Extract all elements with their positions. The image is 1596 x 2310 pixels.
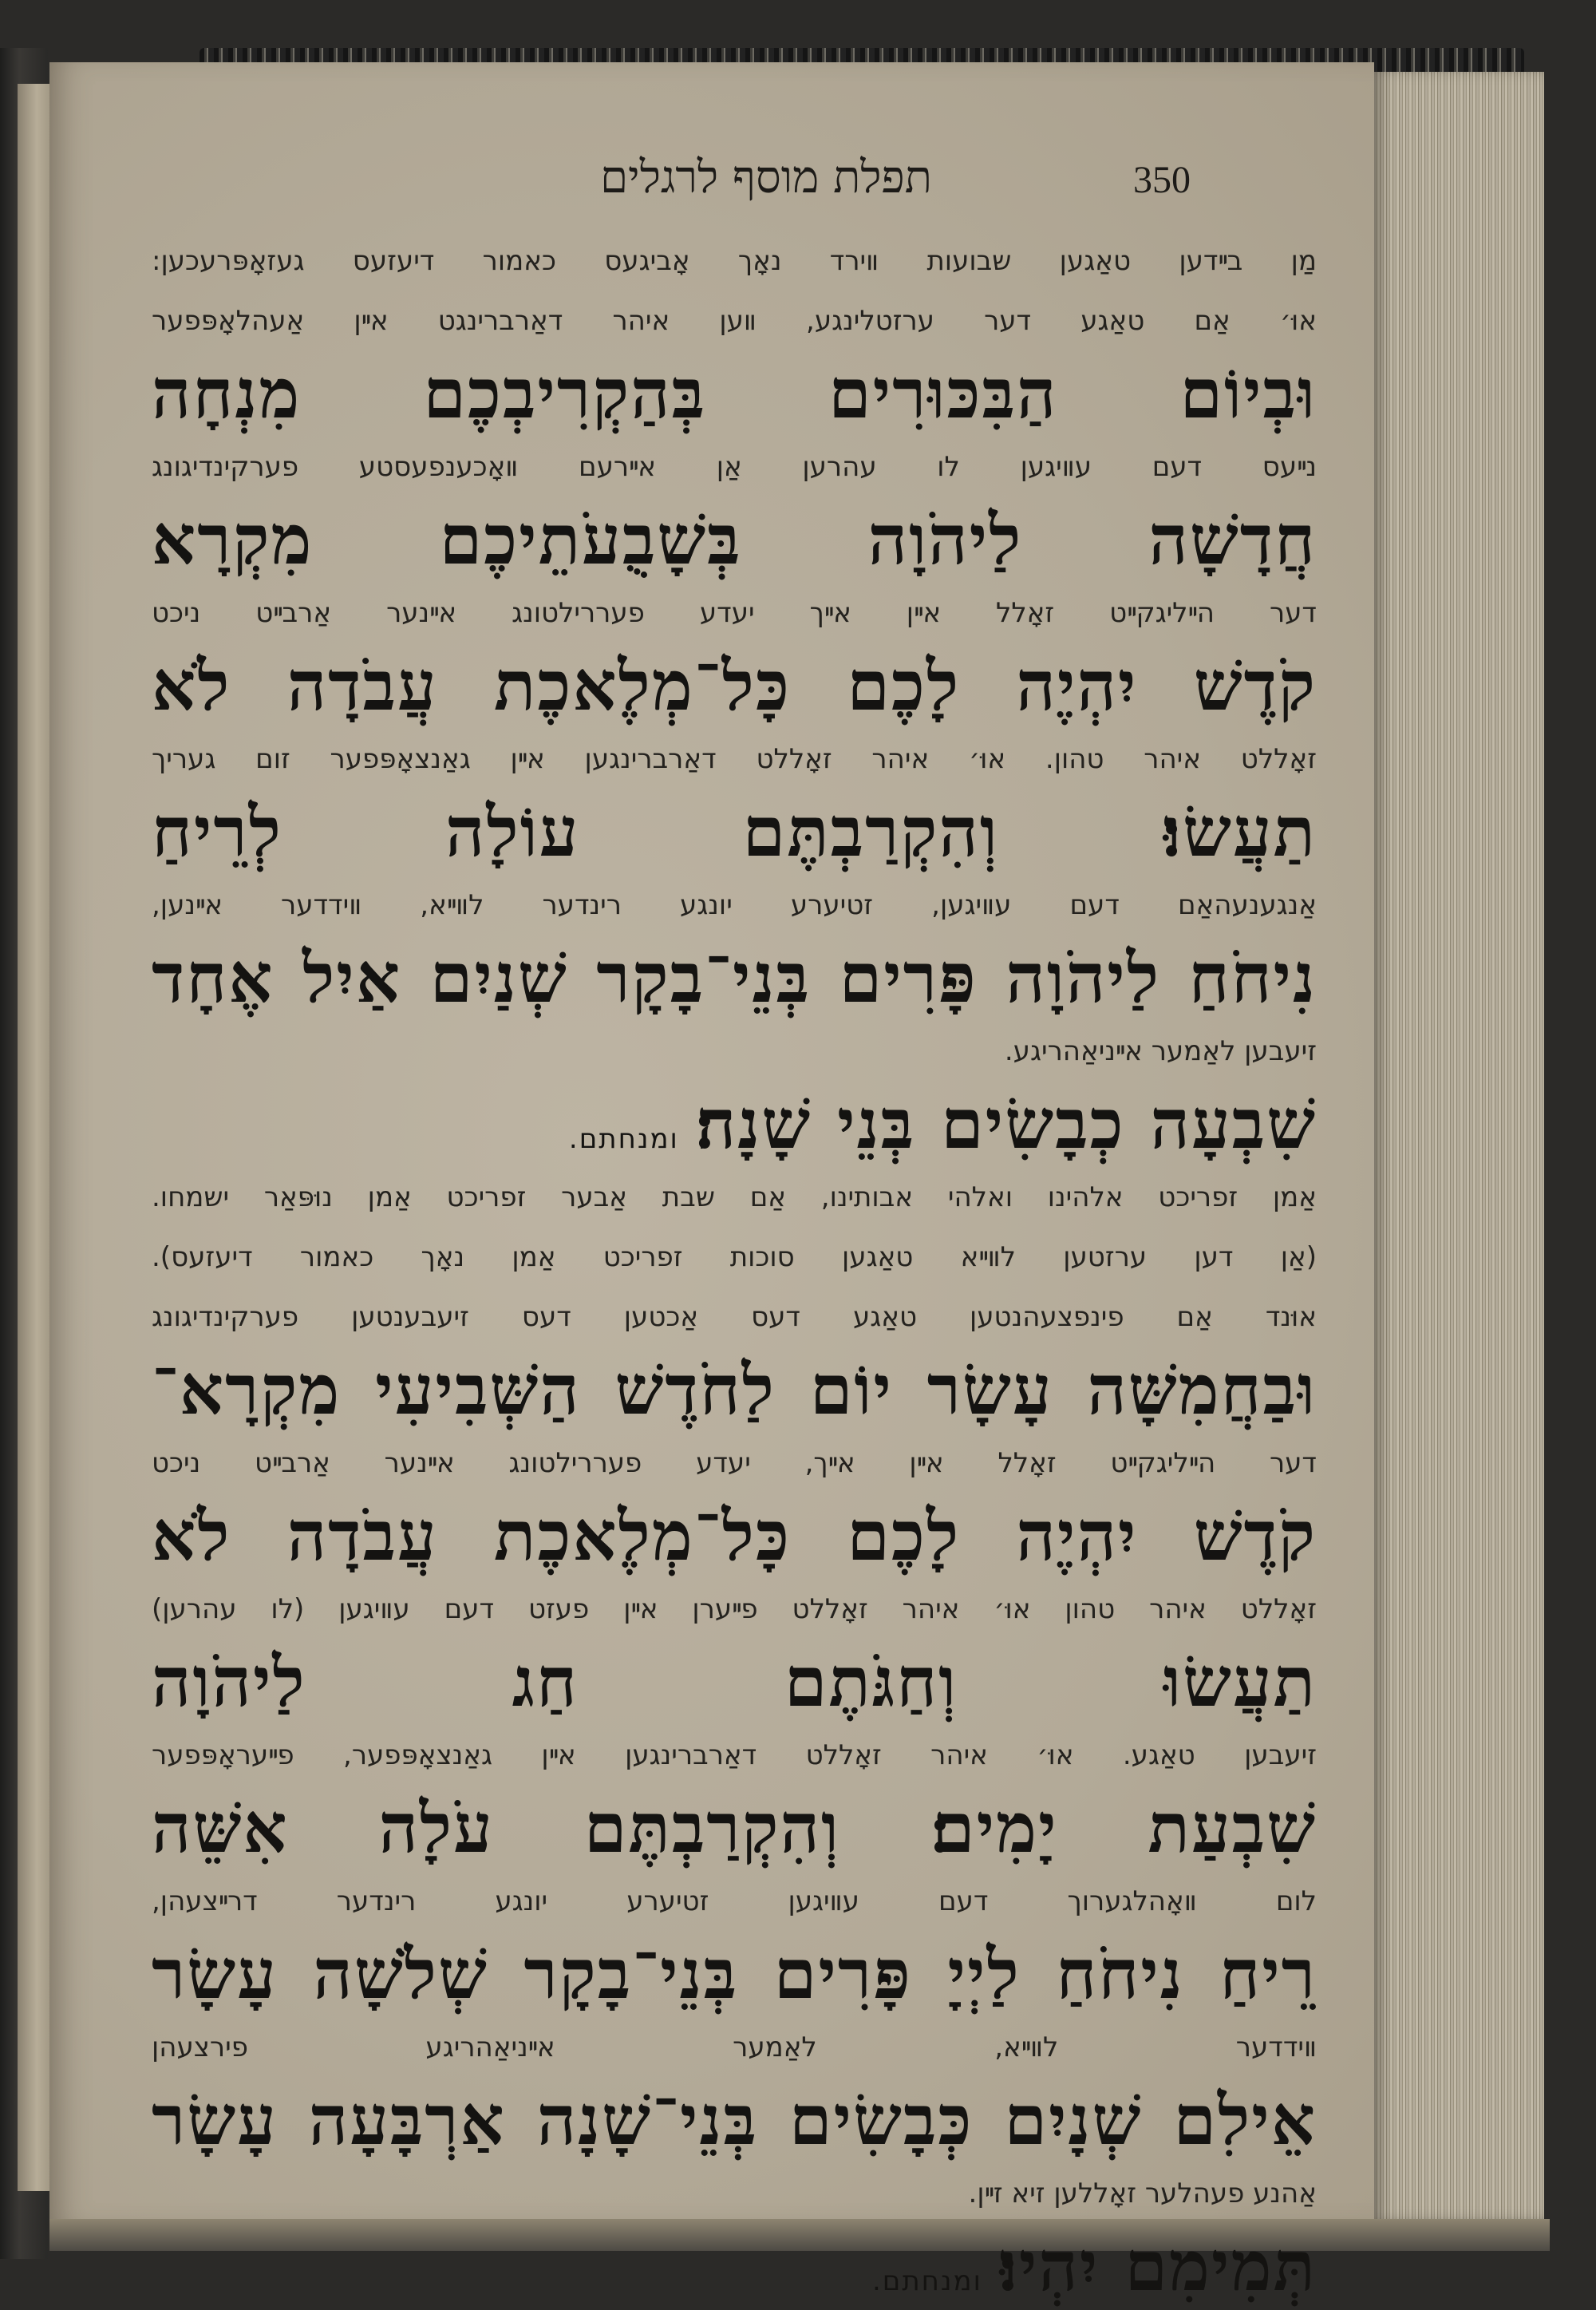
line-text: אַנגענעהאַם דעם עװיגען, זטיערע יונגע רינדער לװײא, װידדער אײנען, [152,889,1317,921]
rubric-note: ומנחתם. [871,2265,982,2297]
yiddish-translation-line [152,1288,1317,1347]
line-text: מַן בײדען טאַגען שבועות װירד נאָך אָביגעס כאמור דיעזעס געזאָפּרעכען: [152,245,1317,277]
hebrew-text-line [152,1932,1317,2018]
line-text: וּבַחֲמִשָּׁה עָשָׂר יוֹם לַחֹדֶשׁ הַשְּׁבִיעִי מִקְרָא־ [152,1350,1317,1430]
yiddish-translation-line [152,2018,1317,2078]
yiddish-translation-line [152,876,1317,935]
yiddish-translation-line [152,1434,1317,1493]
line-text: זאָללט איהר טהון. אוּ׳ איהר זאָללט דאַרברינגען אײן גאַנצאָפּפער זום געריך [152,743,1317,775]
yiddish-translation-line [152,291,1317,351]
line-text: זיעבען לאַמער אײניאַהריגע. [1004,1035,1317,1067]
left-page-edge [18,84,49,2191]
line-text: (אַן דען ערזטען לװײא טאַגען סוכות זפריכט אַמן נאָך כאמור דיעזעס). [152,1241,1317,1273]
line-text: אוּנד אַם פינפצעהנטען טאַגע דעס אַכטען דעס זיעבענטען פערקינדיגונג [152,1301,1317,1333]
rubric-note: ומנחתם. [568,1123,679,1155]
hebrew-text-line [152,497,1317,583]
line-text: אַמן זפריכט אלהינו ואלהי אבותינו, אַם שבת אַבער זפריכט אַמן נוּפּאַר ישמחו. [152,1181,1317,1213]
yiddish-translation-line [152,2164,1317,2224]
yiddish-translation-line [152,1726,1317,1786]
page-fore-edge [1374,72,1550,2219]
background-shadow [1544,48,1596,2283]
hebrew-text-line [152,2224,1317,2310]
hebrew-text-line [152,1347,1317,1434]
yiddish-translation-line [152,1022,1317,1082]
line-text: שִׁבְעַת יָמִים׃ וְהִקְרַבְתֶּם עֹלָה אִשֵּׁה [152,1788,1317,1869]
hebrew-text-line [152,935,1317,1022]
line-text: שִׁבְעָה כְבָשִׂים בְּנֵי שָׁנָה׃ [694,1084,1317,1165]
line-text: קֹדֶשׁ יִהְיֶה לָכֶם כָּל־מְלֶאכֶת עֲבֹדָה לֹא [152,646,1317,726]
line-text: זאָללט איהר טהון אוּ׳ איהר זאָללט פײערן אײן פעזט דעם עװיגען (לו עהרען) [152,1593,1317,1625]
yiddish-translation-line [152,231,1317,291]
running-head [152,144,1317,231]
text-block [152,144,1317,2310]
line-text: נִיחֹחַ לַיהֹוָה פָּרִים בְּנֵי־בָקָר שְׁנַיִם אַיִל אֶחָד [152,938,1317,1019]
line-text: תַעֲשׂוּ׃ וְהִקְרַבְתֶּם עוֹלָה לְרֵיחַ [152,792,1317,872]
hebrew-text-line [152,2078,1317,2164]
line-text: חֲדָשָׁה לַיהֹוָה בְּשָׁבֻעֹתֵיכֶם מִקְרָא [152,500,1317,580]
line-text: אַהנע פעהלער זאָללען זיא זײן. [968,2177,1317,2209]
line-text: דער הײליגקײט זאָלל אײן אײך, יעדע פעררילטונג אײנער אַרבײט ניכט [152,1447,1317,1479]
line-text: װידדער לװײא, לאַמער אײניאַהריגע פירצעהן [152,2031,1317,2063]
hebrew-text-line [152,1082,1317,1168]
yiddish-translation-line [152,1228,1317,1288]
yiddish-translation-line [152,1872,1317,1932]
yiddish-translation-line [152,1168,1317,1228]
line-text: תַעֲשׂוּ וְחַגֹּתֶם חַג לַיהֹוָה [152,1642,1317,1723]
hebrew-text-line [152,789,1317,876]
hebrew-text-line [152,1786,1317,1872]
yiddish-translation-line [152,437,1317,497]
hebrew-text-line [152,1640,1317,1726]
line-text: רֵיחַ נִיחֹחַ לַיְיָ פָּרִים בְּנֵי־בָקָר שְׁלֹשָׁה עָשָׂר [152,1934,1317,2015]
hebrew-text-line [152,351,1317,437]
prayer-lines [152,231,1317,2310]
line-text: וּבְיוֹם הַבִּכּוּרִים בְּהַקְרִיבְכֶם מִנְחָה [152,354,1317,434]
page-number: 350 [1133,159,1191,201]
line-text: נײעס דעם עװיגען לו עהרען אַן אײרעם װאָכענפעסטע פערקינדיגונג [152,451,1317,483]
page-title: תפלת מוסף לרגלים [600,152,932,204]
line-text: תְּמִימִם יִהְיוּ׃ [998,2226,1317,2307]
line-text: אוּ׳ אַם טאַגע דער ערזטלינגע, װען איהר דאַרברינגט אײן אַעהלאָפּפער [152,305,1317,337]
line-text: לום װאָהלגערוך דעם עװיגען זטיערע יונגע רינדער דרײצעהן, [152,1885,1317,1917]
yiddish-translation-line [152,730,1317,789]
hebrew-text-line [152,1493,1317,1580]
yiddish-translation-line [152,583,1317,643]
line-text: זיעבען טאַגע. אוּ׳ איהר זאָללט דאַרברינגען אײן גאַנצאָפּפער, פײעראָפּפער [152,1739,1317,1771]
hebrew-text-line [152,643,1317,730]
line-text: אֵילִם שְׁנָיִם כְּבָשִׂים בְּנֵי־שָׁנָה אַרְבָּעָה עָשָׂר [152,2080,1317,2161]
line-text: דער הײליגקײט זאָלל אײן אײך יעדע פעררילטונג אײנער אַרבײט ניכט [152,597,1317,629]
yiddish-translation-line [152,1580,1317,1640]
line-text: קֹדֶשׁ יִהְיֶה לָכֶם כָּל־מְלֶאכֶת עֲבֹדָה לֹא [152,1496,1317,1576]
